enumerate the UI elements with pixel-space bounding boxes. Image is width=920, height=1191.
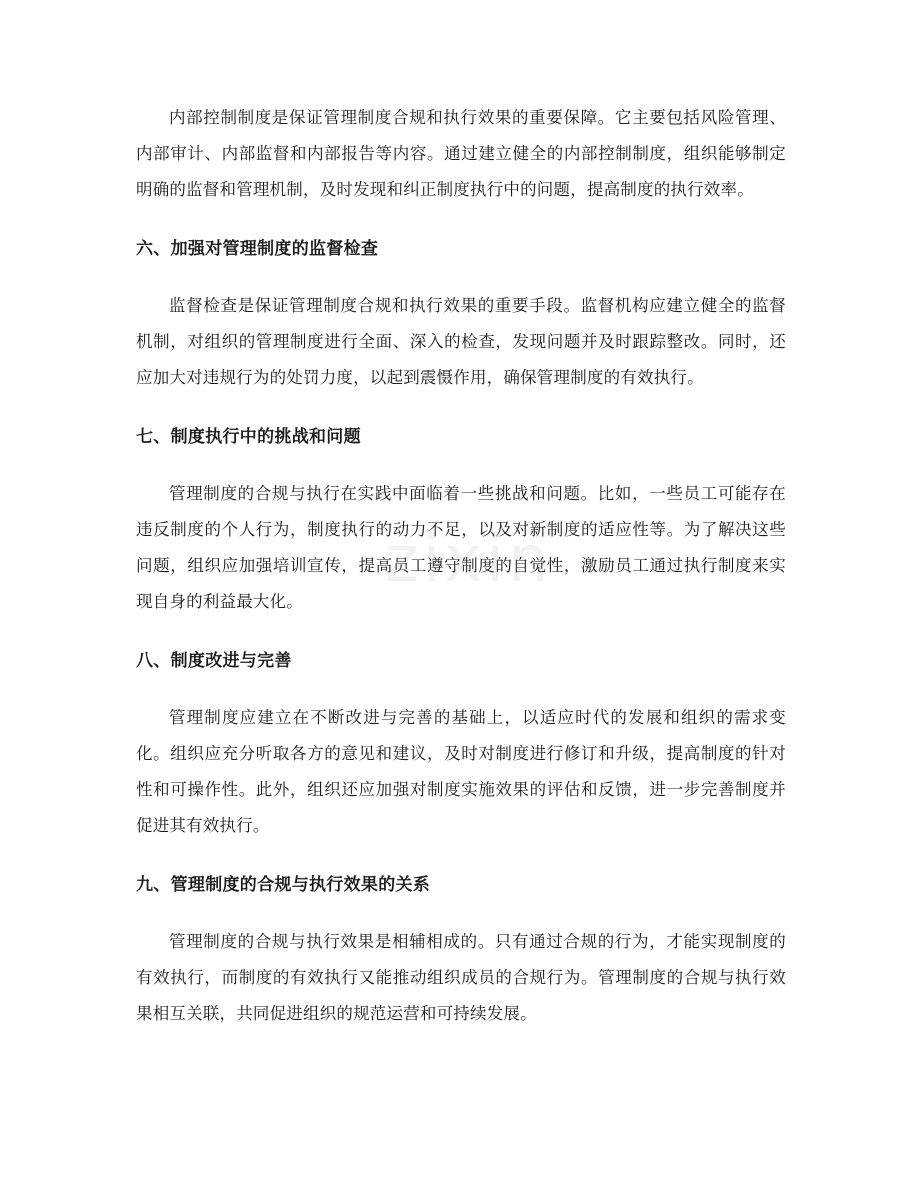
heading-section-9: 九、管理制度的合规与执行效果的关系 — [136, 875, 431, 895]
paragraph-section-8: 管理制度应建立在不断改进与完善的基础上，以适应时代的发展和组织的需求变化。组织应充分听取各方的意见和建议，及时对制度进行修订和升级，提高制度的针对性和可操作性。此外，组织还应加强对制度实施效果的评估和反馈，进一步完善制度并促进其有效执行。 — [136, 708, 786, 835]
paragraph-section-7: 管理制度的合规与执行在实践中面临着一些挑战和问题。比如，一些员工可能存在违反制度的个人行为，制度执行的动力不足，以及对新制度的适应性等。为了解决这些问题，组织应加强培训宣传，提高员工遵守制度的自觉性，激励员工通过执行制度来实现自身的利益最大化。 — [136, 484, 786, 611]
watermark: zixin — [385, 523, 553, 597]
paragraph-internal-control: 内部控制制度是保证管理制度合规和执行效果的重要保障。它主要包括风险管理、内部审计、内部监督和内部报告等内容。通过建立健全的内部控制制度，组织能够制定明确的监督和管理机制，及时发现和纠正制度执行中的问题，提高制度的执行效率。 — [136, 108, 786, 199]
heading-section-7: 七、制度执行中的挑战和问题 — [136, 427, 361, 447]
paragraph-section-6: 监督检查是保证管理制度合规和执行效果的重要手段。监督机构应建立健全的监督机制，对组织的管理制度进行全面、深入的检查，发现问题并及时跟踪整改。同时，还应加大对违规行为的处罚力度，以起到震慑作用，确保管理制度的有效执行。 — [136, 296, 786, 387]
document-body — [136, 100, 786, 1032]
heading-section-6: 六、加强对管理制度的监督检查 — [136, 239, 379, 259]
paragraph-section-9: 管理制度的合规与执行效果是相辅相成的。只有通过合规的行为，才能实现制度的有效执行，而制度的有效执行又能推动组织成员的合规行为。管理制度的合规与执行效果相互关联，共同促进组织的规范运营和可持续发展。 — [136, 932, 786, 1023]
heading-section-8: 八、制度改进与完善 — [136, 651, 292, 671]
